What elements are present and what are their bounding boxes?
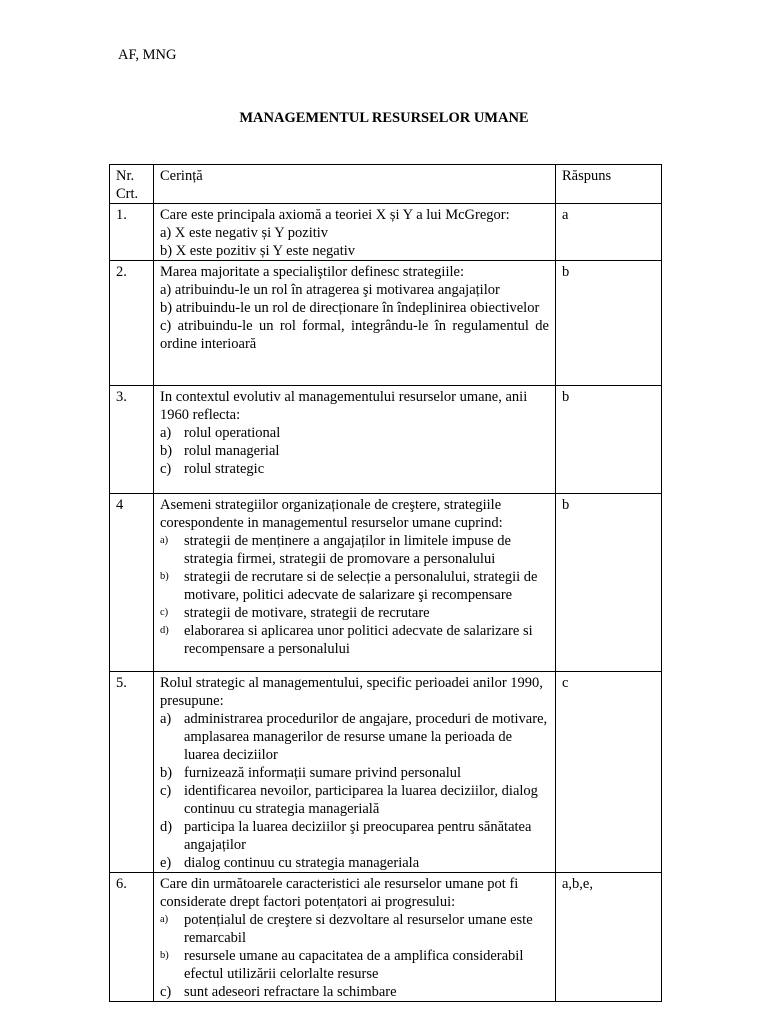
question-text: Care este principala axiomă a teoriei X și Y a lui McGregor: xyxy=(160,207,510,223)
row-answer: b xyxy=(556,386,662,494)
option-text: dialog continuu cu strategia manageriala xyxy=(184,855,420,871)
option xyxy=(160,911,549,947)
header-crt: Crt. xyxy=(116,186,139,202)
option-text: furnizează informații sumare privind personalul xyxy=(184,765,462,781)
option xyxy=(160,764,549,782)
option xyxy=(160,782,549,818)
row-requirement xyxy=(154,873,556,1002)
option-text: identificarea nevoilor, participarea la luarea deciziilor, dialog continuu cu strategia managerială xyxy=(184,783,538,817)
document-title: MANAGEMENTUL RESURSELOR UMANE xyxy=(239,110,529,126)
option-text: rolul strategic xyxy=(184,461,265,477)
option-letter: c) xyxy=(160,984,172,1000)
option: b) X este pozitiv și Y este negativ xyxy=(160,243,356,259)
option xyxy=(160,460,549,478)
option-text: elaborarea si aplicarea unor politici adecvate de salarizare si recompensare a personalului xyxy=(184,623,533,657)
row-number: 4 xyxy=(110,494,154,672)
row-requirement xyxy=(154,204,556,261)
option-text: sunt adeseori refractare la schimbare xyxy=(184,984,397,1000)
option xyxy=(160,604,549,622)
table-row xyxy=(110,261,662,386)
table-row xyxy=(110,494,662,672)
option-text: rolul operational xyxy=(184,425,281,441)
row-number: 3. xyxy=(110,386,154,494)
option-letter: b) xyxy=(160,443,173,459)
option-text: strategii de menținere a angajaților in limitele impuse de strategia firmei, strategii de promovare a personalului xyxy=(184,533,511,567)
option-letter: d) xyxy=(160,625,169,636)
row-number: 1. xyxy=(110,204,154,261)
option-text: administrarea procedurilor de angajare, proceduri de motivare, amplasarea managerilor de resurse umane la perioada de luarea deciziilor xyxy=(184,711,548,763)
question-text: Rolul strategic al managementului, specific perioadei anilor 1990, presupune: xyxy=(160,675,543,709)
question-text: Asemeni strategiilor organizaționale de creştere, strategiile corespondente in managementul resurselor umane cuprind: xyxy=(160,497,503,531)
question-text: Care din următoarele caracteristici ale resurselor umane pot fi considerate drept factori potențatori ai progresului: xyxy=(160,876,519,910)
row-answer: c xyxy=(556,672,662,873)
table-row xyxy=(110,672,662,873)
option-letter: d) xyxy=(160,819,173,835)
option xyxy=(160,532,549,568)
option-letter: b) xyxy=(160,571,169,582)
option-letter: c) xyxy=(160,461,172,477)
table-header-row xyxy=(110,165,662,204)
row-answer: a xyxy=(556,204,662,261)
option-letter: c) xyxy=(160,783,172,799)
option-letter: b) xyxy=(160,765,173,781)
option: a) X este negativ și Y pozitiv xyxy=(160,225,329,241)
header-requirement: Cerință xyxy=(154,165,556,204)
row-answer: b xyxy=(556,261,662,386)
option-letter: a) xyxy=(160,535,169,546)
row-requirement xyxy=(154,261,556,386)
header-answer: Răspuns xyxy=(556,165,662,204)
option xyxy=(160,622,549,658)
questions-table xyxy=(109,164,662,1002)
option-text: participa la luarea deciziilor şi preocuparea pentru sănătatea angajaților xyxy=(184,819,532,853)
row-number: 5. xyxy=(110,672,154,873)
option-letter: e) xyxy=(160,855,172,871)
header-nr: Nr. xyxy=(116,168,135,184)
option xyxy=(160,983,549,1001)
option xyxy=(160,710,549,764)
option-text: strategii de recrutare si de selecție a personalului, strategii de motivare, politici adecvate de salarizare şi recompensare xyxy=(184,569,538,603)
row-requirement xyxy=(154,386,556,494)
option: a) atribuindu-le un rol în atragerea şi motivarea angajaților xyxy=(160,282,500,298)
header-code: AF, MNG xyxy=(118,47,177,63)
row-requirement xyxy=(154,494,556,672)
option: c) atribuindu-le un rol formal, integrându-le în regulamentul de ordine interioară xyxy=(160,318,549,352)
option-letter: a) xyxy=(160,914,169,925)
question-text: In contextul evolutiv al managementului resurselor umane, anii 1960 reflecta: xyxy=(160,389,528,423)
option: b) atribuindu-le un rol de direcționare în îndeplinirea obiectivelor xyxy=(160,300,540,316)
option-letter: b) xyxy=(160,950,169,961)
option-text: potențialul de creştere si dezvoltare al resurselor umane este remarcabil xyxy=(184,912,533,946)
table-row xyxy=(110,204,662,261)
question-text: Marea majoritate a specialiştilor definesc strategiile: xyxy=(160,264,464,280)
option-text: strategii de motivare, strategii de recrutare xyxy=(184,605,430,621)
option xyxy=(160,424,549,442)
option xyxy=(160,442,549,460)
option-text: resursele umane au capacitatea de a amplifica considerabil efectul utilizării celorlalte resurse xyxy=(184,948,524,982)
option-letter: c) xyxy=(160,607,169,618)
table-row xyxy=(110,873,662,1002)
option xyxy=(160,854,549,872)
row-requirement xyxy=(154,672,556,873)
row-answer: b xyxy=(556,494,662,672)
row-number: 6. xyxy=(110,873,154,1002)
option-letter: a) xyxy=(160,425,172,441)
option xyxy=(160,818,549,854)
option xyxy=(160,568,549,604)
table-row xyxy=(110,386,662,494)
row-answer: a,b,e, xyxy=(556,873,662,1002)
header-nr-cell xyxy=(110,165,154,204)
option-letter: a) xyxy=(160,711,172,727)
option-text: rolul managerial xyxy=(184,443,280,459)
row-number: 2. xyxy=(110,261,154,386)
option xyxy=(160,947,549,983)
